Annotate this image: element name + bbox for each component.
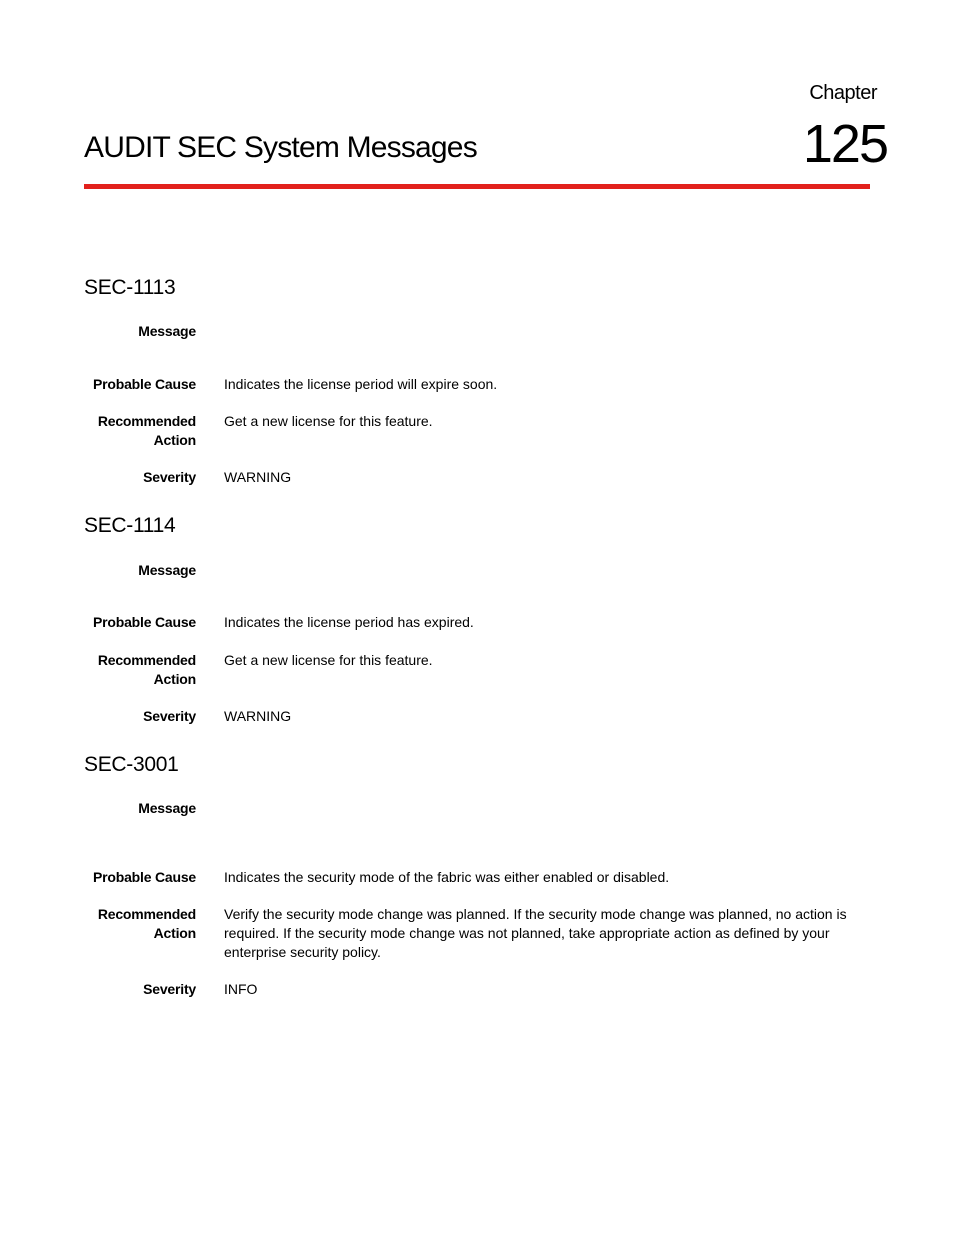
severity-value: WARNING bbox=[224, 708, 292, 724]
recommended-action-value: Verify the security mode change was planned. If the security mode change was planned, no action is required. If the security mode change was not planned, take appropriate action as defined by your enterprise security policy. bbox=[224, 906, 847, 960]
chapter-number: 125 bbox=[802, 114, 887, 174]
recommended-action-label: Recommended Action bbox=[97, 906, 196, 941]
message-label: Message bbox=[138, 562, 196, 578]
title-rule bbox=[84, 184, 870, 189]
severity-label: Severity bbox=[143, 708, 196, 724]
probable-cause-label: Probable Cause bbox=[92, 869, 196, 885]
message-entry-sec-1114 bbox=[84, 512, 870, 724]
message-entry-sec-1113 bbox=[84, 274, 870, 485]
chapter-label: Chapter bbox=[809, 82, 877, 104]
page-title: AUDIT SEC System Messages bbox=[84, 131, 477, 164]
severity-label: Severity bbox=[143, 981, 196, 997]
severity-value: INFO bbox=[224, 981, 258, 997]
message-label: Message bbox=[138, 800, 196, 816]
severity-label: Severity bbox=[143, 469, 196, 485]
recommended-action-label: Recommended Action bbox=[97, 413, 196, 448]
recommended-action-label: Recommended Action bbox=[97, 652, 196, 687]
recommended-action-value: Get a new license for this feature. bbox=[224, 413, 433, 429]
entry-heading: SEC-3001 bbox=[84, 753, 179, 776]
probable-cause-value: Indicates the license period has expired. bbox=[224, 614, 474, 630]
recommended-action-value: Get a new license for this feature. bbox=[224, 652, 433, 668]
probable-cause-value: Indicates the security mode of the fabric was either enabled or disabled. bbox=[224, 869, 670, 885]
severity-value: WARNING bbox=[224, 469, 292, 485]
message-entry-sec-3001 bbox=[84, 751, 870, 997]
probable-cause-label: Probable Cause bbox=[92, 614, 196, 630]
message-label: Message bbox=[138, 323, 196, 339]
probable-cause-value: Indicates the license period will expire soon. bbox=[224, 376, 498, 392]
entry-heading: SEC-1114 bbox=[84, 514, 176, 537]
entry-heading: SEC-1113 bbox=[84, 276, 176, 299]
probable-cause-label: Probable Cause bbox=[92, 376, 196, 392]
